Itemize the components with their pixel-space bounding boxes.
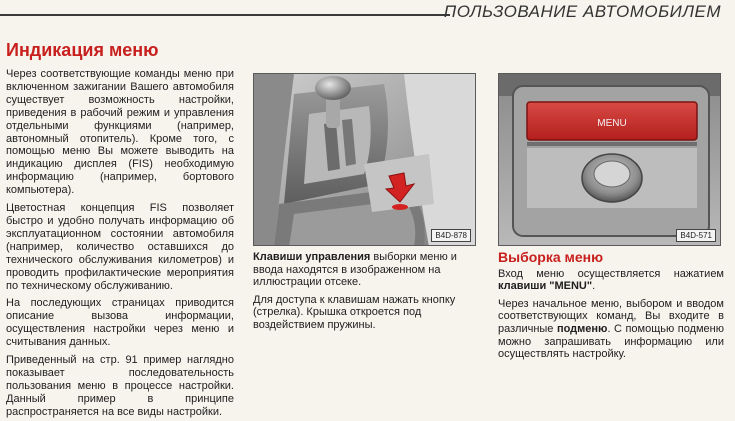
console-drawing: [254, 74, 476, 246]
section-title: Индикация меню: [6, 40, 159, 60]
header-rule: [0, 14, 450, 16]
figure-code: B4D-878: [431, 229, 471, 242]
body-paragraph: Цветостная концепция FIS позволяет быстро и удобно получать информацию об эксплуатационном состоянии автомобиля (например, количество оставшихся до технического обслуживания километров) и проводить профилактические мероприятия по техническому обслуживанию.: [6, 202, 234, 292]
figure2-caption: [498, 251, 724, 366]
caption-bold-term: клавиши "MENU": [498, 280, 593, 293]
caption-bold-term: подменю: [556, 322, 608, 335]
caption-text: Через начальное меню, выбором и вводом соответствующих команд, Вы входите в различные: [498, 297, 724, 335]
menu-button-illustration: [498, 73, 721, 246]
body-paragraph: Приведенный на стр. 91 пример наглядно показывает последовательность пользования меню в процессе настройки. Данный пример в принципе распространяется на все виды настройки.: [6, 354, 234, 418]
caption-text: Вход меню осуществляется нажатием: [498, 267, 724, 280]
page-header-title: ПОЛЬЗОВАНИЕ АВТОМОБИЛЕМ: [443, 2, 721, 21]
caption-text: выборки меню и ввода находятся в изображенном на иллюстрации отсеке.: [253, 251, 457, 289]
caption-text-end: . С помощью подменю можно запрашивать информацию или осуществлять настройку.: [498, 322, 724, 361]
console-illustration: [253, 73, 476, 246]
figure1-caption: [253, 251, 483, 337]
caption-bold-term: Клавиши управления: [253, 251, 371, 263]
body-text-column: [6, 68, 234, 421]
body-paragraph: На последующих страницах приводится описание вызова информации, осуществления настройки через меню и считывания данных.: [6, 297, 234, 349]
menu-panel-drawing: [499, 74, 721, 246]
menu-button-label: MENU: [597, 118, 627, 129]
figure-code: B4D-571: [676, 229, 716, 242]
menu-selection-title: Выборка меню: [498, 249, 604, 265]
caption-text-end: .: [592, 280, 596, 293]
caption-paragraph: Для доступа к клавишам нажать кнопку (стрелка). Крышка откроется под воздействием пружины.: [253, 293, 456, 331]
body-paragraph: Через соответствующие команды меню при включенном зажигании Вашего автомобиля существует возможность настройки, приведения в рабочий режим и управления отдельными функциями (например, автономный отопитель). Кроме того, с помощью меню Вы можете выводить на индикацию дисплея (FIS) необходимую информацию (например, бортового компьютера).: [6, 68, 234, 197]
